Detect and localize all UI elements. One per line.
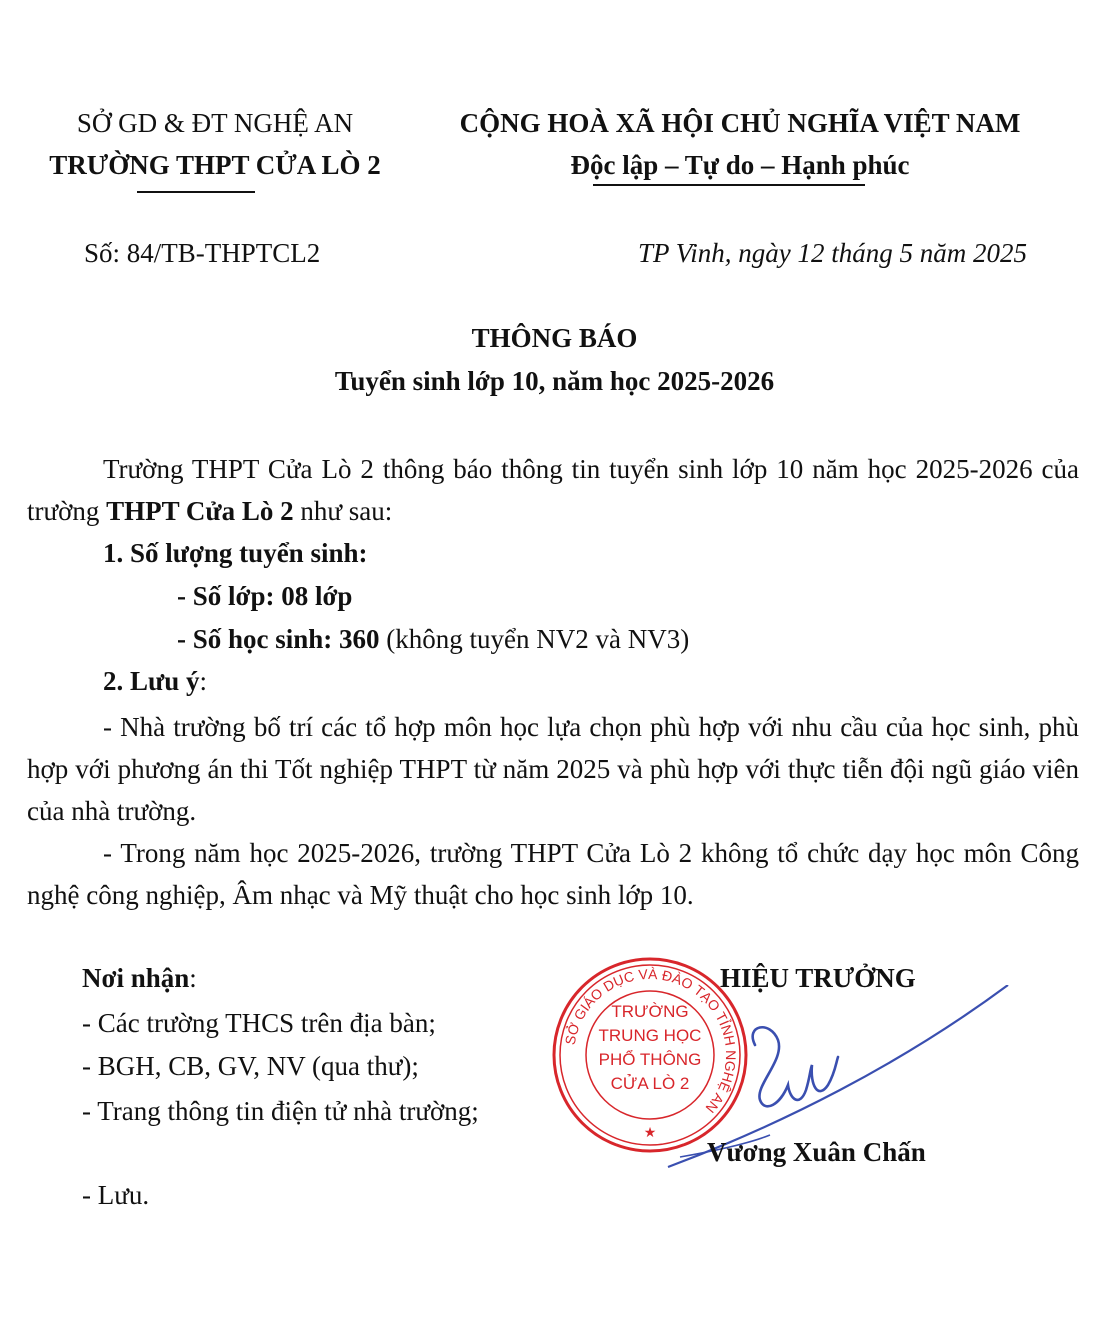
recipients-colon: :	[189, 963, 197, 993]
section2-colon: :	[199, 666, 207, 696]
school-name: TRƯỜNG THPT CỬA LÒ 2	[49, 150, 381, 180]
signer-title: HIỆU TRƯỞNG	[720, 963, 916, 993]
student-count-note: (không tuyển NV2 và NV3)	[379, 624, 690, 654]
document-number: Số: 84/TB-THPTCL2	[84, 238, 321, 268]
section2-heading-text: 2. Lưu ý	[103, 666, 200, 696]
motto-underline	[593, 184, 865, 186]
intro-text: Trường THPT Cửa Lò 2 thông báo thông tin tuyển sinh lớp 10 năm học 2025-2026 của trường	[27, 454, 1079, 526]
intro-paragraph	[27, 448, 1079, 532]
note-1-text: - Nhà trường bố trí các tổ hợp môn học lựa chọn phù hợp với nhu cầu của học sinh, phù hợp với phương án thi Tốt nghiệp THPT từ năm 2025 và phù hợp với thực tiễn đội ngũ giáo viên của nhà trường.	[27, 712, 1079, 826]
class-count: - Số lớp: 08 lớp	[177, 581, 353, 611]
school-name-underline	[137, 191, 255, 193]
svg-text:SỞ GIÁO DỤC VÀ ĐÀO TẠO TỈNH NG: SỞ GIÁO DỤC VÀ ĐÀO TẠO TỈNH NGHỆ AN	[561, 965, 740, 1117]
section2-heading	[103, 666, 207, 697]
recipient-item: - Lưu.	[82, 1180, 150, 1210]
section1-heading: 1. Số lượng tuyển sinh:	[103, 538, 368, 568]
intro-school-name: THPT Cửa Lò 2	[106, 496, 294, 526]
intro-tail: như sau:	[293, 496, 393, 526]
document-subtitle: Tuyển sinh lớp 10, năm học 2025-2026	[334, 366, 775, 396]
recipient-item: - Trang thông tin điện tử nhà trường;	[82, 1096, 479, 1126]
note-paragraph-1	[27, 706, 1079, 832]
svg-text:★: ★	[643, 1125, 657, 1141]
national-motto: Độc lập – Tự do – Hạnh phúc	[570, 150, 910, 180]
department-name: SỞ GD & ĐT NGHỆ AN	[76, 108, 354, 138]
svg-text:PHỔ THÔNG: PHỔ THÔNG	[598, 1050, 702, 1069]
svg-text:TRUNG HỌC: TRUNG HỌC	[598, 1026, 702, 1045]
student-count-label: - Số học sinh: 360	[177, 624, 380, 654]
recipients-heading-text: Nơi nhận	[82, 963, 190, 993]
note-paragraph-2	[27, 832, 1079, 916]
place-and-date: TP Vinh, ngày 12 tháng 5 năm 2025	[638, 238, 1027, 268]
official-seal	[550, 955, 750, 1155]
recipient-item: - Các trường THCS trên địa bàn;	[82, 1008, 436, 1038]
recipients-heading	[82, 963, 197, 994]
national-title: CỘNG HOÀ XÃ HỘI CHỦ NGHĨA VIỆT NAM	[459, 108, 1021, 138]
student-count	[177, 624, 689, 655]
signer-name: Vương Xuân Chấn	[707, 1137, 926, 1167]
document-title: THÔNG BÁO	[471, 323, 638, 353]
note-2-text: - Trong năm học 2025-2026, trường THPT Cửa Lò 2 không tổ chức dạy học môn Công nghệ công nghiệp, Âm nhạc và Mỹ thuật cho học sinh lớp 10.	[27, 838, 1079, 910]
recipient-item: - BGH, CB, GV, NV (qua thư);	[82, 1051, 419, 1081]
svg-text:CỬA LÒ 2: CỬA LÒ 2	[610, 1074, 690, 1093]
svg-text:TRƯỜNG: TRƯỜNG	[611, 1002, 689, 1021]
